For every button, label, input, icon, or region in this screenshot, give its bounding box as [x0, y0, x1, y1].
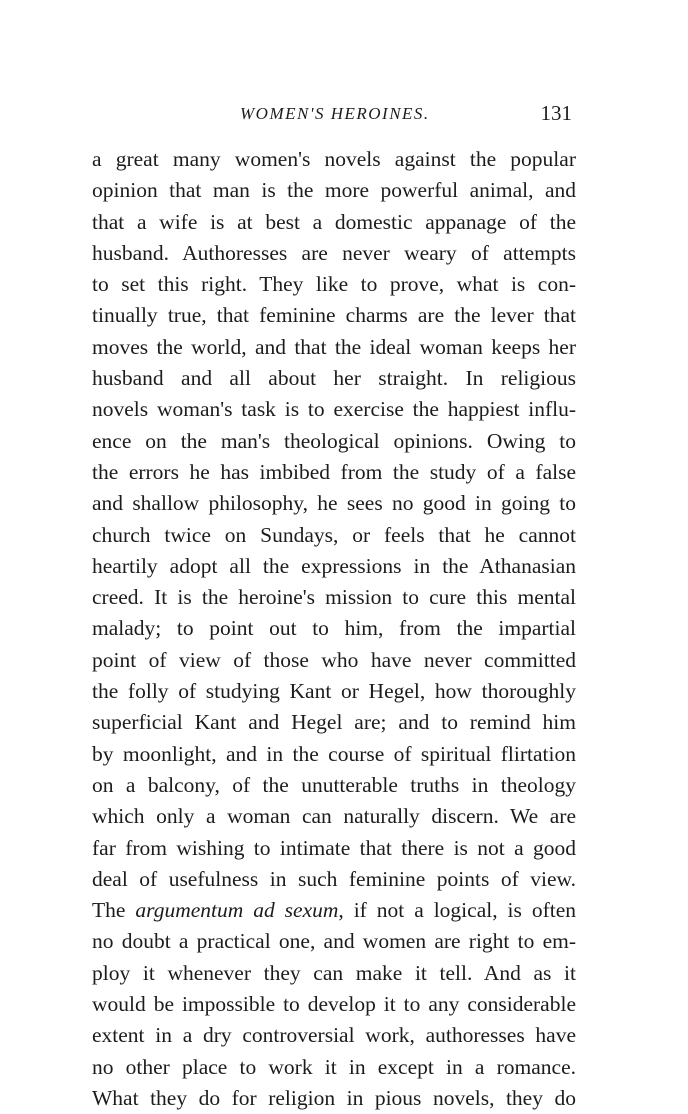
text-line: husband and all about her straight. In religious [92, 366, 576, 391]
text-segment: , if not a logical, is often [338, 898, 576, 923]
text-line: on a balcony, of the unutterable truths in theology [92, 772, 576, 797]
italic-phrase: argumentum ad sexum [135, 898, 339, 923]
text-line: and shallow philosophy, he sees no good in going to [92, 491, 576, 516]
text-line: church twice on Sundays, or feels that he cannot [92, 522, 576, 547]
text-line: no doubt a practical one, and women are right to em- [92, 929, 576, 954]
text-line: superficial Kant and Hegel are; and to remind him [92, 710, 576, 735]
text-line: malady; to point out to him, from the impartial [92, 616, 576, 641]
text-line: heartily adopt all the expressions in the Athanasian [92, 553, 576, 578]
text-line: ploy it whenever they can make it tell. And as it [92, 960, 576, 985]
text-line: tinually true, that feminine charms are the lever that [92, 303, 576, 328]
text-line: would be impossible to develop it to any considerable [92, 992, 576, 1017]
text-line: that a wife is at best a domestic appanage of the [92, 209, 576, 234]
text-segment: The [92, 898, 136, 923]
text-line: to set this right. They like to prove, what is con- [92, 272, 576, 297]
text-line: no other place to work it in except in a romance. [92, 1054, 576, 1079]
text-line: What they do for religion in pious novels, they do [92, 1085, 576, 1110]
text-line: moves the world, and that the ideal woman keeps her [92, 334, 576, 359]
running-title: WOMEN'S HEROINES. [240, 104, 430, 123]
text-line: point of view of those who have never committed [92, 647, 576, 672]
running-head [92, 96, 576, 136]
book-page [92, 96, 576, 1114]
text-line: husband. Authoresses are never weary of attempts [92, 240, 576, 265]
text-line: opinion that man is the more powerful animal, and [92, 178, 576, 203]
text-line: by moonlight, and in the course of spiritual flirtation [92, 741, 576, 766]
text-line: far from wishing to intimate that there is not a good [92, 835, 576, 860]
text-line: novels woman's task is to exercise the happiest influ- [92, 397, 576, 422]
text-line: extent in a dry controversial work, authoresses have [92, 1023, 576, 1048]
text-line: which only a woman can naturally discern. We are [92, 804, 576, 829]
text-line: a great many women's novels against the popular [92, 147, 576, 171]
page-number: 131 [540, 101, 572, 125]
body-text [92, 144, 576, 1114]
text-line: deal of usefulness in such feminine points of view. [92, 866, 576, 891]
text-line: ence on the man's theological opinions. Owing to [92, 428, 576, 453]
text-line: creed. It is the heroine's mission to cure this mental [92, 585, 576, 610]
text-line: the errors he has imbibed from the study of a false [92, 459, 576, 484]
text-line-with-italic [92, 895, 576, 926]
text-line: the folly of studying Kant or Hegel, how thoroughly [92, 679, 576, 704]
